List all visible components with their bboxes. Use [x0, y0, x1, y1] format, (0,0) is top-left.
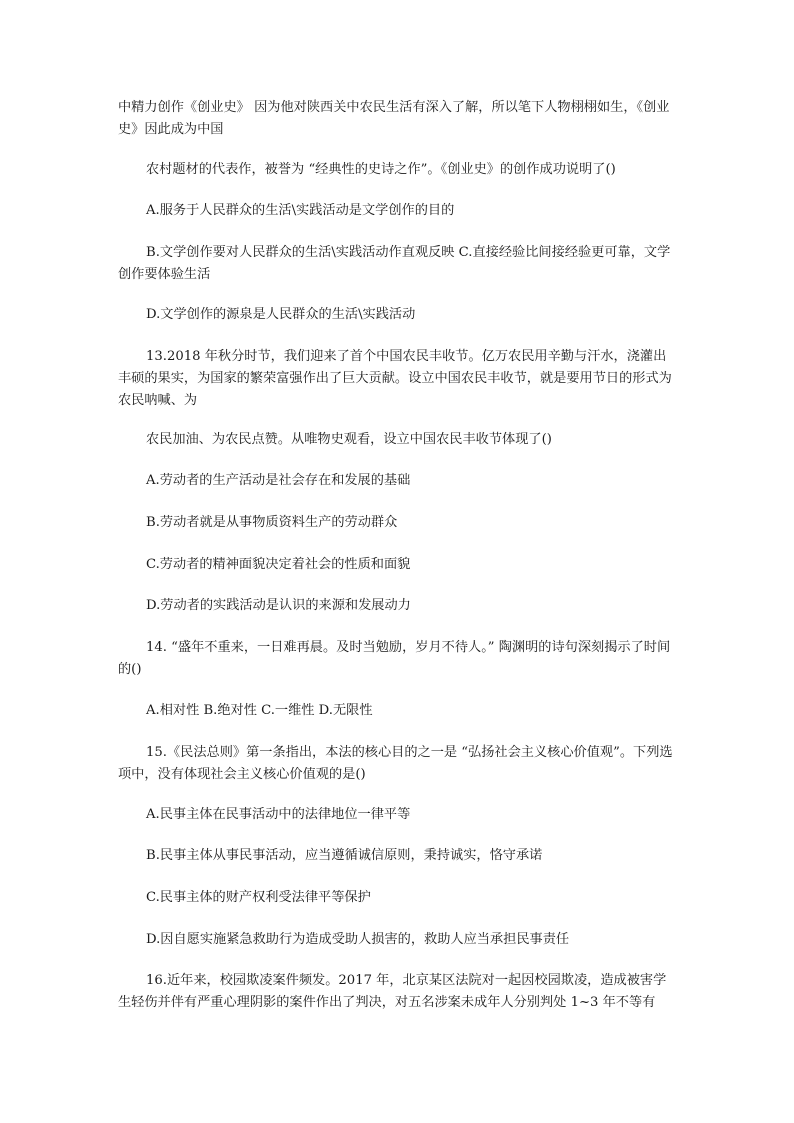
option-b-q13: B.劳动者就是从事物质资料生产的劳动群众	[146, 515, 398, 530]
option-d-q12: D.文学创作的源泉是人民群众的生活\实践活动	[146, 307, 416, 322]
option-c-q13: C.劳动者的精神面貌决定着社会的性质和面貌	[146, 557, 411, 572]
option-a-q13: A.劳动者的生产活动是社会存在和发展的基础	[146, 473, 411, 488]
option-a-q15: A.民事主体在民事活动中的法律地位一律平等	[146, 807, 411, 822]
option-c-q15: C.民事主体的财产权利受法律平等保护	[146, 890, 371, 905]
question-13: 13.2018 年秋分时节，我们迎来了首个中国农民丰收节。亿万农民用辛勤与汗水，浇灌出丰硕的果实，为国家的繁荣富强作出了巨大贡献。设立中国农民丰收节，就是要用节日的形式为农民呐喊、为	[118, 349, 672, 408]
question-15: 15.《民法总则》第一条指出，本法的核心目的之一是 “弘扬社会主义核心价值观”。下列选项中，没有体现社会主义核心价值观的是()	[118, 745, 673, 782]
question-14: 14. “盛年不重来，一日难再晨。及时当勉励，岁月不待人。” 陶渊明的诗句深刻揭示了时间的()	[118, 640, 671, 677]
option-d-q15: D.因自愿实施紧急救助行为造成受助人损害的，救助人应当承担民事责任	[146, 932, 570, 947]
paragraph-1: 中精力创作《创业史》 因为他对陕西关中农民生活有深入了解，所以笔下人物栩栩如生，《创业史》因此成为中国	[118, 100, 670, 137]
paragraph-2: 农村题材的代表作，被誉为 “经典性的史诗之作”。《创业史》的创作成功说明了()	[146, 162, 616, 177]
option-b-q15: B.民事主体从事民事活动，应当遵循诚信原则，秉持诚实，恪守承诺	[146, 848, 543, 863]
options-q14: A.相对性 B.绝对性 C.一维性 D.无限性	[146, 703, 373, 718]
question-16: 16.近年来，校园欺凌案件频发。2017 年，北京某区法院对一起因校园欺凌，造成被害学生轻伤并伴有严重心理阴影的案件作出了判决，对五名涉案未成年人分别判处 1~3 年不等有	[118, 973, 667, 1010]
option-d-q13: D.劳动者的实践活动是认识的来源和发展动力	[146, 598, 411, 613]
option-b-c-q12: B.文学创作要对人民群众的生活\实践活动作直观反映 C.直接经验比间接经验更可靠，文学创作要体验生活	[118, 245, 671, 282]
question-13-cont: 农民加油、为农民点赞。从唯物史观看，设立中国农民丰收节体现了()	[146, 432, 552, 447]
option-a-q12: A.服务于人民群众的生活\实践活动是文学创作的目的	[146, 203, 455, 218]
